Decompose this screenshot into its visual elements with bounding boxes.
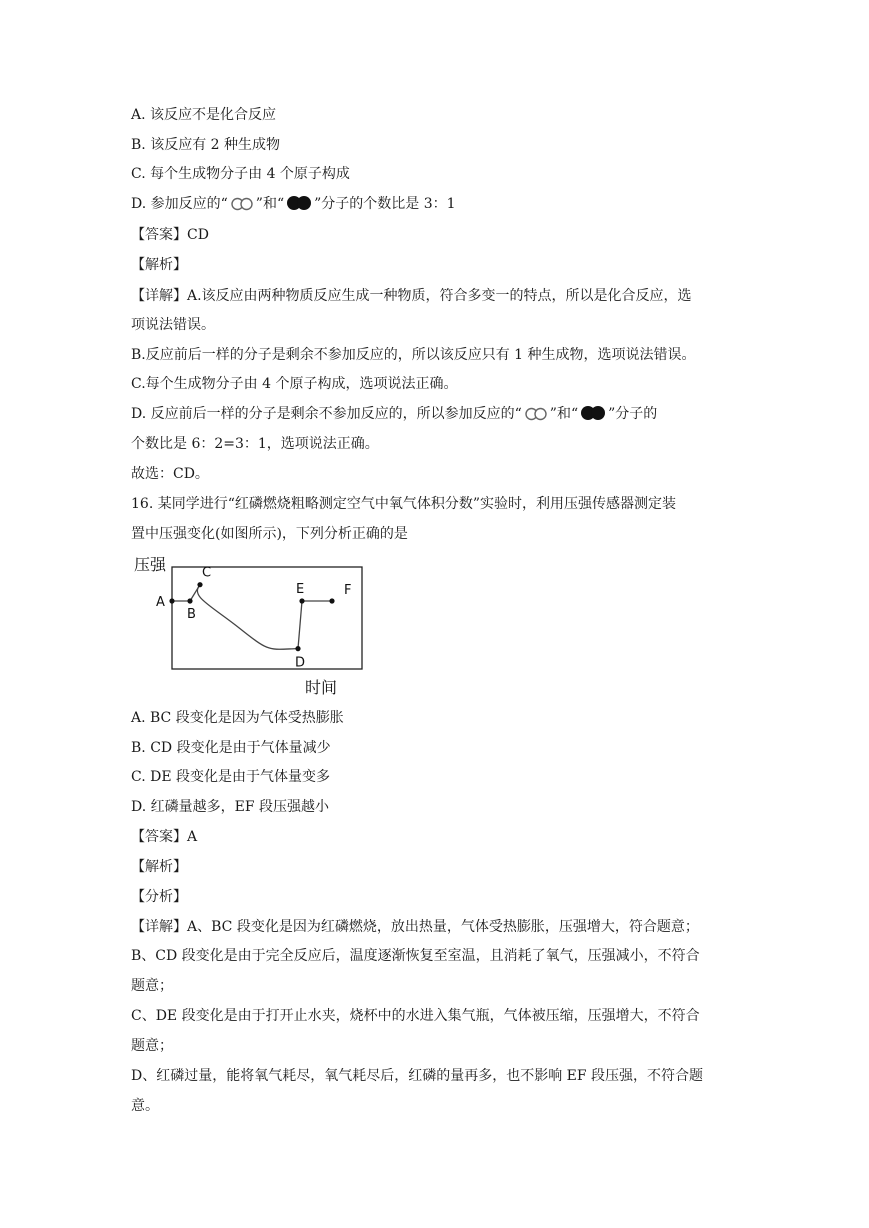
q15-detail-c: C.每个生成物分子由 4 个原子构成，选项说法正确。 bbox=[131, 376, 458, 392]
q15-option-d-prefix: D. 参加反应的“ bbox=[131, 196, 228, 212]
white-molecule-icon bbox=[524, 407, 548, 421]
point-e bbox=[299, 598, 304, 603]
point-label-d: D bbox=[295, 655, 306, 671]
q16-detail-a: 【详解】A、BC 段变化是因为红磷燃烧，放出热量，气体受热膨胀，压强增大，符合题意； bbox=[131, 919, 699, 935]
q15-detail-d-suffix: ”分子的 bbox=[608, 406, 658, 422]
point-a bbox=[169, 598, 174, 603]
q16-analysis-label: 【解析】 bbox=[131, 859, 187, 875]
q15-detail-d-2: 个数比是 6：2=3：1，选项说法正确。 bbox=[131, 436, 379, 452]
chart-marks bbox=[156, 566, 351, 671]
q15-answer: 【答案】CD bbox=[131, 227, 209, 243]
segment-de bbox=[298, 601, 302, 649]
q15-detail-b: B.反应前后一样的分子是剩余不参加反应的，所以该反应只有 1 种生成物，选项说法错误。 bbox=[131, 347, 696, 363]
q15-option-d-suffix: ”分子的个数比是 3：1 bbox=[314, 196, 456, 212]
point-label-e: E bbox=[296, 582, 305, 597]
q15-detail-d-1 bbox=[131, 404, 657, 424]
black-molecule-icon bbox=[286, 195, 312, 211]
point-d bbox=[295, 646, 300, 651]
chart-ylabel: 压强 bbox=[134, 555, 167, 574]
q15-analysis-label: 【解析】 bbox=[131, 257, 187, 273]
q15-option-c: C. 每个生成物分子由 4 个原子构成 bbox=[131, 166, 350, 182]
q16-detail-d-1: D、红磷过量，能将氧气耗尽，氧气耗尽后，红磷的量再多，也不影响 EF 段压强，不符合题 bbox=[131, 1068, 704, 1084]
q15-detail-a-2: 项说法错误。 bbox=[131, 317, 215, 333]
point-c bbox=[197, 582, 202, 587]
white-molecule-icon bbox=[230, 197, 254, 211]
chart-xlabel: 时间 bbox=[305, 678, 338, 697]
q15-option-a: A. 该反应不是化合反应 bbox=[131, 107, 277, 123]
q15-option-b: B. 该反应有 2 种生成物 bbox=[131, 137, 280, 153]
point-label-f: F bbox=[344, 583, 352, 598]
q16-fenxi-label: 【分析】 bbox=[131, 889, 187, 905]
black-molecule-icon bbox=[580, 405, 606, 421]
point-label-a: A bbox=[156, 595, 165, 610]
q16-option-d: D. 红磷量越多，EF 段压强越小 bbox=[131, 799, 330, 815]
q16-option-b: B. CD 段变化是由于气体量减少 bbox=[131, 740, 331, 756]
q16-answer: 【答案】A bbox=[131, 829, 198, 845]
point-b bbox=[187, 598, 192, 603]
q16-detail-c-2: 题意； bbox=[131, 1038, 173, 1054]
q16-stem-1: 16. 某同学进行“红磷燃烧粗略测定空气中氧气体积分数”实验时，利用压强传感器测定装 bbox=[131, 496, 677, 512]
q15-detail-a-1: 【详解】A.该反应由两种物质反应生成一种物质，符合多变一的特点，所以是化合反应，选 bbox=[131, 288, 692, 304]
point-f bbox=[329, 598, 334, 603]
segment-cd bbox=[197, 585, 298, 650]
q15-detail-d-mid: ”和“ bbox=[549, 406, 579, 422]
q16-detail-d-2: 意。 bbox=[131, 1098, 159, 1114]
q16-stem-2: 置中压强变化(如图所示)，下列分析正确的是 bbox=[131, 526, 408, 542]
q16-option-a: A. BC 段变化是因为气体受热膨胀 bbox=[131, 710, 344, 726]
pressure-time-chart bbox=[128, 551, 368, 699]
q16-detail-b-2: 题意； bbox=[131, 978, 173, 994]
q15-option-d bbox=[131, 194, 456, 214]
q15-option-d-mid: ”和“ bbox=[255, 196, 285, 212]
point-label-b: B bbox=[187, 607, 196, 622]
q16-option-c: C. DE 段变化是由于气体量变多 bbox=[131, 769, 331, 785]
q16-detail-b-1: B、CD 段变化是由于完全反应后，温度逐渐恢复至室温，且消耗了氧气，压强减小，不符合 bbox=[131, 948, 700, 964]
q16-detail-c-1: C、DE 段变化是由于打开止水夹，烧杯中的水进入集气瓶，气体被压缩，压强增大，不符合 bbox=[131, 1008, 700, 1024]
q15-detail-d-prefix: D. 反应前后一样的分子是剩余不参加反应的，所以参加反应的“ bbox=[131, 406, 522, 422]
q15-conclusion: 故选：CD。 bbox=[131, 466, 209, 482]
point-label-c: C bbox=[202, 565, 212, 581]
